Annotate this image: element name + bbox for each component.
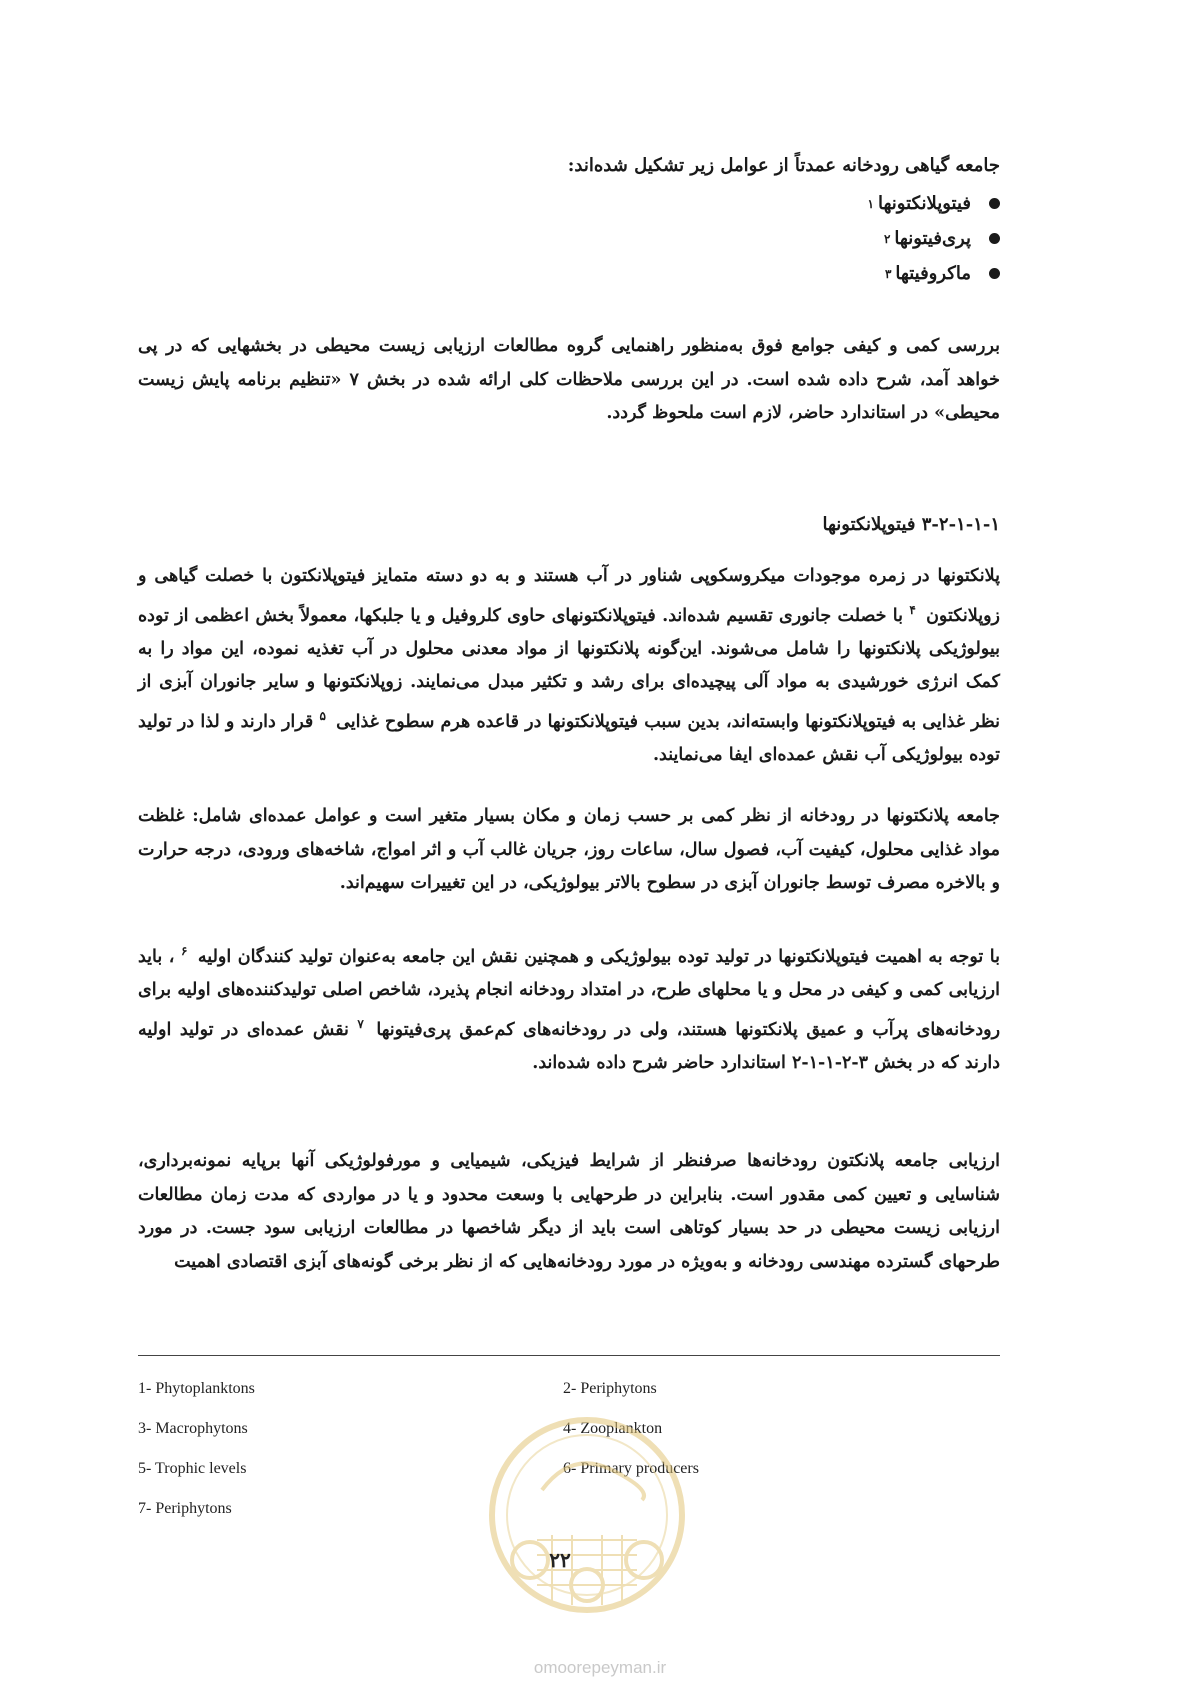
- footnote: 1- Phytoplanktons: [138, 1380, 255, 1397]
- footnote-ref: ۶: [180, 944, 188, 958]
- bullet-item: [600, 186, 1000, 221]
- paragraph: بررسی کمی و کیفی جوامع فوق به‌منظور راهنمایی گروه مطالعات ارزیابی زیست محیطی در بخشهایی که در پی خواهد آمد، شرح داده شده است. در این بررسی ملاحظات کلی ارائه شده در بخش ۷ «تنظیم برنامه پایش زیست محیطی» در استاندارد حاضر، لازم است ملحوظ گردد.: [138, 336, 1001, 423]
- bullet-list: [600, 186, 1000, 291]
- footnote-ref: ۷: [357, 1016, 364, 1031]
- bullet-label: پری‌فیتونها: [894, 228, 971, 249]
- footnote: 2- Periphytons: [563, 1380, 657, 1397]
- paragraph: ارزیابی جامعه پلانکتون رودخانه‌ها صرفنظر از شرایط فیزیکی، شیمیایی و مورفولوژیکی آنها برپایه نمونه‌برداری، شناسایی و تعیین کمی مقدور است. بنابراین در طرحهایی با وسعت محدود و یا در مواردی که مدت زمان مطالعات ارزیابی زیست محیطی در حد بسیار کوتاهی است باید از دیگر شاخصها در مطالعات ارزیابی سود جست. در مورد طرحهای گسترده مهندسی رودخانه و به‌ویژه در مورد رودخانه‌هایی که از نظر برخی گونه‌های آبزی اقتصادی اهمیت: [138, 1151, 1000, 1272]
- footnote-ref: ۴: [909, 602, 916, 617]
- intro-text: جامعه گیاهی رودخانه عمدتاً از عوامل زیر تشکیل شده‌اند:: [567, 155, 1000, 176]
- paragraph-text: پلانکتونها در زمره موجودات میکروسکوپی شناور در آب هستند و به دو دسته متمایز فیتوپلانکتون با خصلت گیاهی و زوپلانکتون: [138, 566, 1001, 626]
- paragraph-text: نقش عمده‌ای در تولید اولیه دارند که در بخش ۳-۲-۱-۱-۲ استاندارد حاضر شرح داده شده‌اند.: [138, 1019, 1000, 1074]
- paragraph-text: قرار دارند و لذا در تولید توده بیولوژیکی آب نقش عمده‌ای ایفا می‌نمایند.: [138, 711, 1000, 766]
- bullet-label: ماکروفیتها: [895, 263, 971, 284]
- paragraph-text: با خصلت جانوری تقسیم شده‌اند. فیتوپلانکتونهای حاوی کلروفیل و یا جلبکها، معمولاً بخش اعظمی از توده بیولوژیکی پلانکتونها را شامل می‌شوند. این‌گونه پلانکتونها از مواد معدنی محلول در آب تغذیه نموده، این مواد را به کمک انرژی خورشیدی به مواد آلی پیچیده‌ای برای رشد و تکثیر مبدل می‌نمایند. زوپلانکتونها و سایر جانوران آبزی از نظر غذایی به فیتوپلانکتونها وابسته‌اند، بدین سبب فیتوپلانکتونها در قاعده هرم سطوح غذایی: [138, 605, 1000, 732]
- footnote-ref: ۳: [884, 266, 892, 281]
- footnote: 4- Zooplankton: [563, 1420, 663, 1437]
- bullet-label: فیتوپلانکتونها: [878, 193, 971, 214]
- paragraph-text: با توجه به اهمیت فیتوپلانکتونها در تولید توده بیولوژیکی و همچنین نقش این جامعه به‌عنوان تولید کنندگان اولیه: [197, 946, 1000, 967]
- footnote-ref: ۵: [319, 708, 326, 723]
- bullet-icon: [989, 198, 1000, 209]
- section-heading: ۳-۲-۱-۱-۱ فیتوپلانکتونها: [822, 514, 1000, 535]
- bullet-item: [600, 221, 1000, 256]
- footnote: 3- Macrophytons: [138, 1420, 248, 1437]
- footnote: 6- Primary producers: [563, 1460, 699, 1477]
- watermark-logo-icon: [482, 1410, 692, 1645]
- watermark-url: omoorepeyman.ir: [533, 1658, 667, 1677]
- bullet-icon: [989, 268, 1000, 279]
- bullet-item: [600, 256, 1000, 291]
- footnote-divider: [138, 1355, 1000, 1356]
- footnote-ref: ۲: [883, 231, 891, 246]
- footnote: 7- Periphytons: [138, 1500, 232, 1517]
- footnote: 5- Trophic levels: [138, 1460, 247, 1477]
- paragraph: [138, 560, 1000, 773]
- paragraph-text: ، باید ارزیابی کمی و کیفی در محل و یا محلهای طرح، در امتداد رودخانه انجام پذیرد، شاخص اصلی تولیدکننده‌های اولیه برای رودخانه‌های پرآب و عمیق پلانکتونها هستند، ولی در رودخانه‌های کم‌عمق پری‌فیتونها: [138, 946, 1001, 1040]
- page-number: ۲۲: [549, 1548, 571, 1572]
- paragraph: [138, 935, 1000, 1081]
- bullet-icon: [989, 233, 1000, 244]
- paragraph: جامعه پلانکتونها در رودخانه از نظر کمی بر حسب زمان و مکان بسیار متغیر است و عوامل عمده‌ای شامل: غلظت مواد غذایی محلول، کیفیت آب، فصول سال، ساعات روز، جریان غالب آب و اثر امواج، شاخه‌های ورودی، درجه حرارت و بالاخره مصرف توسط جانوران آبزی در سطوح بالاتر بیولوژیکی، در این تغییرات سهیم‌اند.: [138, 806, 1000, 893]
- footnote-ref: ۱: [867, 196, 874, 211]
